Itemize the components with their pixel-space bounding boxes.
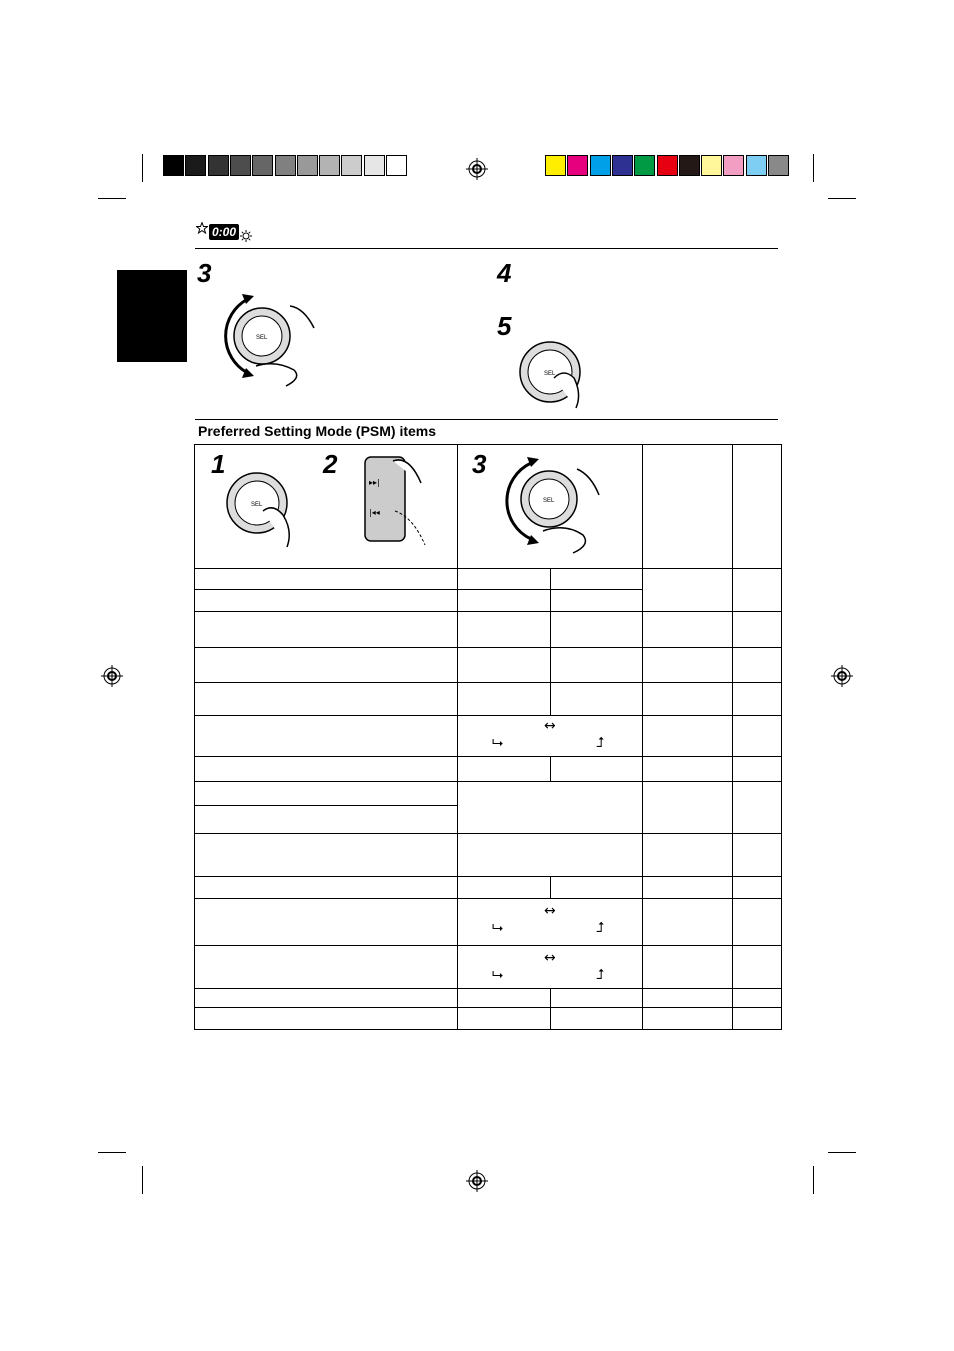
svg-text:SEL: SEL (543, 498, 555, 504)
header-cell (643, 445, 733, 569)
section-title: Preferred Setting Mode (PSM) items (198, 423, 437, 439)
step-number: 5 (497, 311, 512, 341)
step-number: 4 (497, 258, 512, 288)
gray-swatch (163, 155, 184, 176)
svg-text:SEL: SEL (544, 371, 556, 377)
control-dial-turn-icon (216, 288, 320, 388)
gray-swatch (297, 155, 318, 176)
svg-text:SEL: SEL (251, 502, 263, 508)
color-swatch (657, 155, 678, 176)
gray-swatch (386, 155, 407, 176)
crop-mark (828, 198, 856, 199)
header-cell (733, 445, 782, 569)
svg-text:|◂◂: |◂◂ (369, 508, 380, 517)
clock-text: 0:00 (212, 225, 237, 239)
gray-swatch (230, 155, 251, 176)
gray-swatch (252, 155, 273, 176)
gray-swatch (364, 155, 385, 176)
cycle-arrows-cell (458, 716, 643, 757)
gray-swatch (319, 155, 340, 176)
sun-icon (240, 230, 252, 242)
step-number: 1 (211, 449, 226, 479)
control-dial-press-icon (223, 469, 295, 549)
track-buttons-icon (357, 455, 437, 547)
header-rule (195, 248, 778, 249)
color-swatch (567, 155, 588, 176)
crop-mark (142, 154, 143, 182)
crop-mark (98, 1152, 126, 1153)
color-swatch (746, 155, 767, 176)
clock-display (209, 224, 239, 240)
registration-mark-icon (466, 1170, 488, 1192)
crop-mark (142, 1166, 143, 1194)
color-swatch (634, 155, 655, 176)
color-swatch (768, 155, 789, 176)
color-swatch (590, 155, 611, 176)
crop-mark (98, 198, 126, 199)
double-arrow-icon: ↔ (544, 903, 556, 919)
step-number: 2 (323, 449, 338, 479)
cell-divider (457, 445, 458, 568)
return-arrow-icon: ⮥ (596, 735, 605, 751)
crop-mark (813, 1166, 814, 1194)
step-number: 3 (472, 449, 487, 479)
section-rule (195, 419, 778, 420)
gray-swatch (341, 155, 362, 176)
step-number: 3 (197, 258, 212, 288)
svg-text:▸▸|: ▸▸| (369, 478, 380, 487)
control-dial-turn-icon (503, 451, 607, 555)
return-arrow-icon: ⮥ (596, 920, 605, 936)
gray-swatch (208, 155, 229, 176)
control-dial-press-icon (518, 338, 588, 410)
double-arrow-icon: ↔ (544, 718, 556, 734)
cycle-arrows-cell (458, 899, 643, 946)
registration-mark-icon (831, 665, 853, 687)
color-swatch (679, 155, 700, 176)
color-swatch (545, 155, 566, 176)
return-arrow-icon: ⮥ (596, 967, 605, 983)
svg-text:SEL: SEL (256, 335, 268, 341)
crop-mark (828, 1152, 856, 1153)
return-arrow-icon: ⮡ (492, 967, 504, 983)
gray-swatch (275, 155, 296, 176)
clock-header (196, 222, 252, 244)
star-icon (196, 222, 208, 234)
color-swatch (723, 155, 744, 176)
language-tab (117, 270, 187, 362)
cycle-arrows-cell (458, 946, 643, 989)
instruction-cell (195, 445, 643, 569)
gray-swatch (185, 155, 206, 176)
double-arrow-icon: ↔ (544, 950, 556, 966)
registration-mark-icon (101, 665, 123, 687)
crop-mark (813, 154, 814, 182)
return-arrow-icon: ⮡ (492, 735, 504, 751)
registration-mark-icon (466, 158, 488, 180)
color-swatch (612, 155, 633, 176)
return-arrow-icon: ⮡ (492, 920, 504, 936)
psm-table (194, 444, 782, 1030)
color-swatch (701, 155, 722, 176)
